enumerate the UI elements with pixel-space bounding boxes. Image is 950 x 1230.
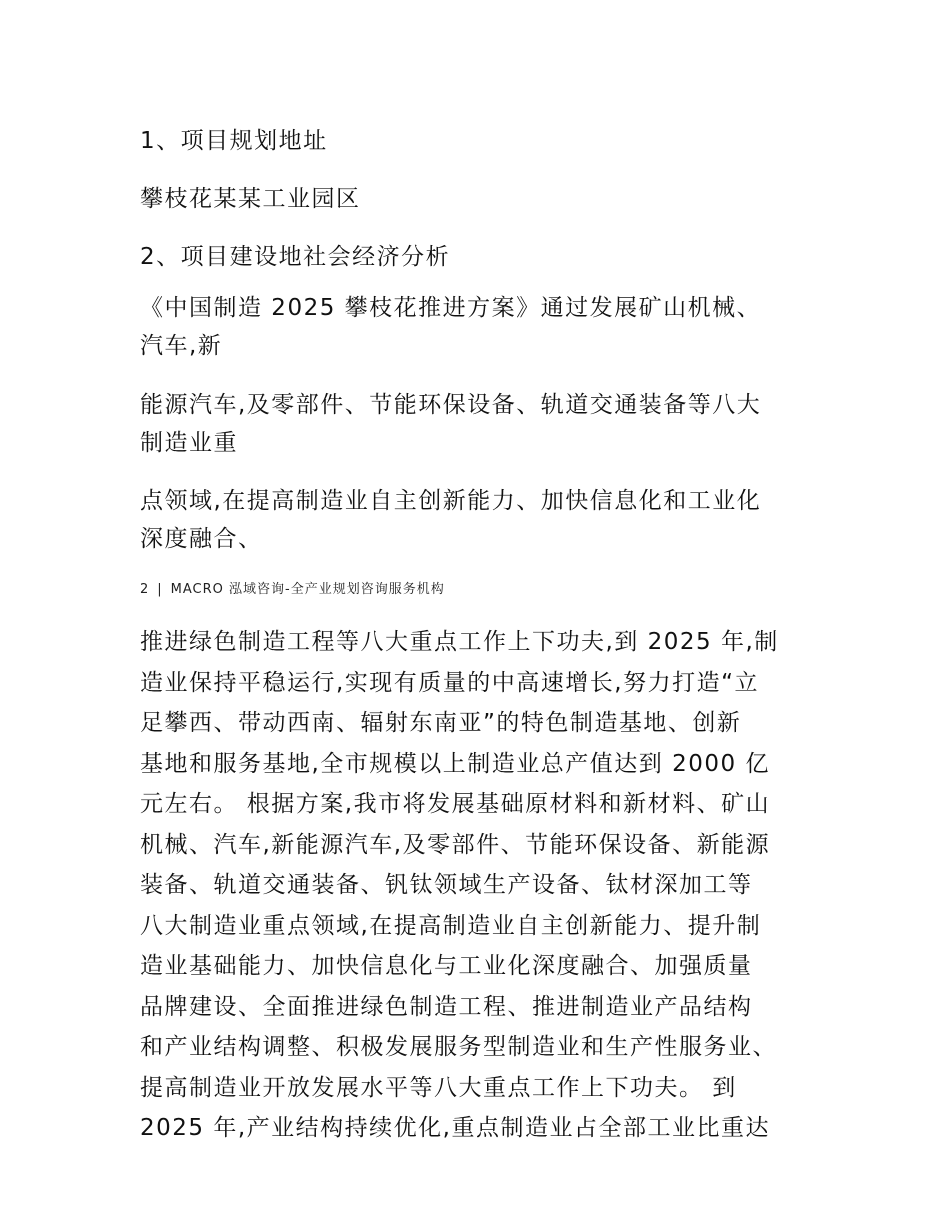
paragraph-2-line-2: 制造业重 <box>140 430 238 456</box>
section-1-heading: 1、项目规划地址 <box>140 128 328 154</box>
paragraph-2-line-1: 能源汽车,及零部件、节能环保设备、轨道交通装备等八大 <box>140 392 762 418</box>
project-location: 攀枝花某某工业园区 <box>140 186 361 212</box>
body-line: 机械、汽车,新能源汽车,及零部件、节能环保设备、新能源 <box>140 831 771 858</box>
body-line: 足攀西、带动西南、辐射东南亚”的特色制造基地、创新 <box>140 710 742 736</box>
body-line: 元左右。 根据方案,我市将发展基础原材料和新材料、矿山 <box>140 791 771 817</box>
body-line: 造业基础能力、加快信息化与工业化深度融合、加强质量 <box>140 953 753 979</box>
footer-org: MACRO 泓域咨询-全产业规划咨询服务机构 <box>170 582 445 597</box>
body-line: 提高制造业开放发展水平等八大重点工作上下功夫。 到 <box>140 1074 737 1101</box>
body-line: 造业保持平稳运行,实现有质量的中高速增长,努力打造“立 <box>140 669 760 696</box>
page-footer <box>140 578 445 597</box>
footer-separator: | <box>157 582 163 597</box>
paragraph-3-line-2: 深度融合、 <box>140 526 263 552</box>
body-line: 八大制造业重点领域,在提高制造业自主创新能力、提升制 <box>140 912 762 939</box>
section-2-heading: 2、项目建设地社会经济分析 <box>140 244 451 270</box>
body-line: 品牌建设、全面推进绿色制造工程、推进制造业产品结构 <box>140 993 753 1020</box>
paragraph-3 <box>140 482 761 558</box>
body-line: 基地和服务基地,全市规模以上制造业总产值达到 2000 亿 <box>140 750 770 777</box>
body-line: 和产业结构调整、积极发展服务型制造业和生产性服务业、 <box>140 1034 777 1060</box>
body-line: 2025 年,产业结构持续优化,重点制造业占全部工业比重达 <box>140 1115 770 1141</box>
paragraph-1-line-2: 汽车,新 <box>140 333 223 359</box>
paragraph-2 <box>140 386 761 462</box>
body-line: 推进绿色制造工程等八大重点工作上下功夫,到 2025 年,制 <box>140 629 779 655</box>
body-line: 装备、轨道交通装备、钒钛领域生产设备、钛材深加工等 <box>140 872 753 898</box>
body-paragraph <box>140 622 815 1149</box>
page-number: 2 <box>140 582 150 597</box>
paragraph-1 <box>140 289 761 365</box>
paragraph-1-line-1: 《中国制造 2025 攀枝花推进方案》通过发展矿山机械、 <box>140 295 762 321</box>
paragraph-3-line-1: 点领域,在提高制造业自主创新能力、加快信息化和工业化 <box>140 488 762 514</box>
